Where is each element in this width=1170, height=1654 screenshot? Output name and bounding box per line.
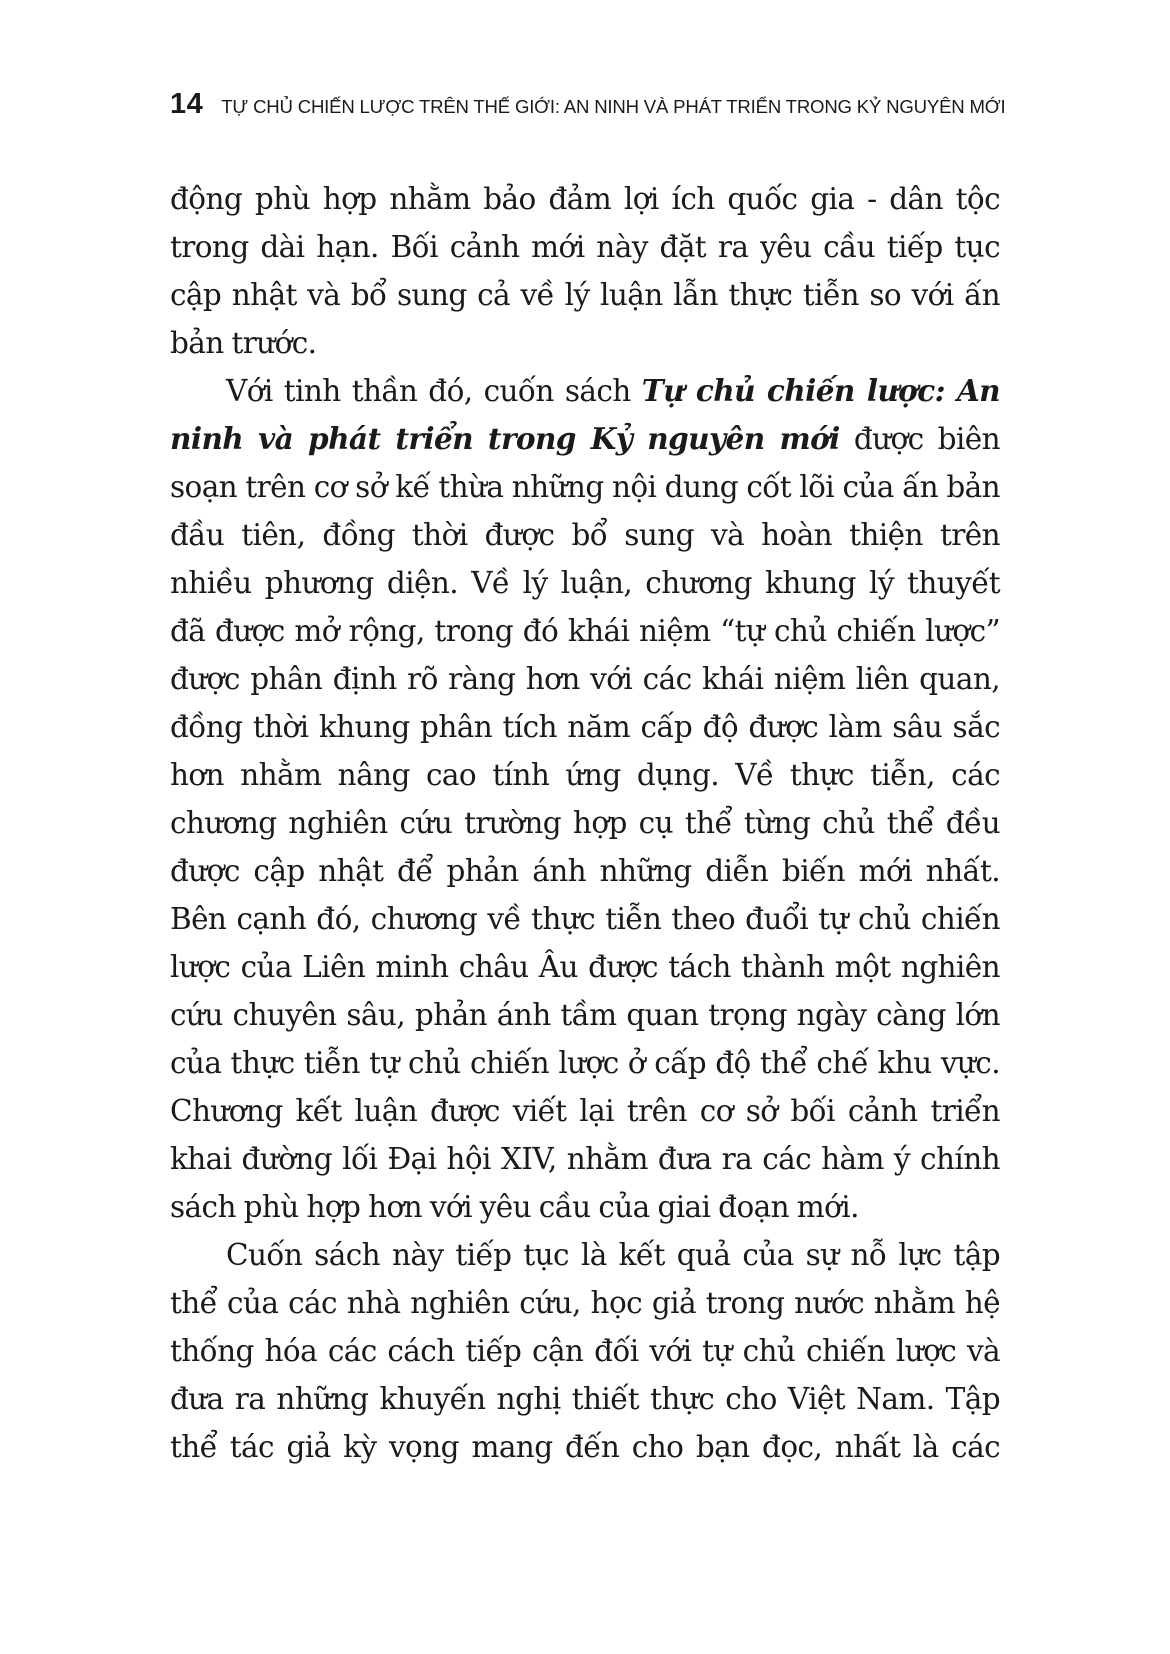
text-line: Bên cạnh đó, chương về thực tiễn theo đuổi tự chủ chiến bbox=[170, 902, 1000, 936]
book-title-part-1: Tự chủ chiến lược: An bbox=[641, 373, 1000, 408]
text-line: đưa ra những khuyến nghị thiết thực cho Việt Nam. Tập bbox=[170, 1382, 1000, 1416]
book-title-part-2: ninh và phát triển trong Kỷ nguyên mới bbox=[170, 421, 840, 456]
text-line: thể tác giả kỳ vọng mang đến cho bạn đọc, nhất là các bbox=[170, 1430, 1000, 1464]
text-line: cập nhật và bổ sung cả về lý luận lẫn thực tiễn so với ấn bbox=[170, 278, 1000, 312]
text-line: đã được mở rộng, trong đó khái niệm “tự chủ chiến lược” bbox=[170, 614, 1000, 648]
text-line: nhiều phương diện. Về lý luận, chương khung lý thuyết bbox=[170, 566, 1000, 600]
text-line: chương nghiên cứu trường hợp cụ thể từng chủ thể đều bbox=[170, 806, 1000, 840]
text-line: cứu chuyên sâu, phản ánh tầm quan trọng ngày càng lớn bbox=[170, 998, 1000, 1032]
text-line: được phân định rõ ràng hơn với các khái niệm liên quan, bbox=[170, 662, 1000, 696]
text-line: hơn nhằm nâng cao tính ứng dụng. Về thực tiễn, các bbox=[170, 758, 1000, 792]
text-line: Cuốn sách này tiếp tục là kết quả của sự nỗ lực tập bbox=[226, 1238, 1000, 1272]
text-line: đầu tiên, đồng thời được bổ sung và hoàn thiện trên bbox=[170, 518, 1000, 552]
text-line: bản trước. bbox=[170, 326, 317, 360]
running-header-title: TỰ CHỦ CHIẾN LƯỢC TRÊN THẾ GIỚI: AN NINH VÀ PHÁT TRIỂN TRONG KỶ NGUYÊN MỚI bbox=[221, 96, 1006, 117]
text-line: lược của Liên minh châu Âu được tách thành một nghiên bbox=[170, 950, 1000, 984]
paragraph-3 bbox=[170, 1231, 1000, 1471]
text-line: khai đường lối Đại hội XIV, nhằm đưa ra các hàm ý chính bbox=[170, 1142, 1000, 1176]
text-line bbox=[170, 415, 1000, 463]
paragraph-1 bbox=[170, 175, 1000, 367]
text-line: soạn trên cơ sở kế thừa những nội dung cốt lõi của ấn bản bbox=[170, 470, 1000, 504]
body-text bbox=[170, 175, 1000, 1471]
paragraph-2 bbox=[170, 367, 1000, 1231]
text-run: được biên bbox=[839, 422, 1000, 456]
text-line bbox=[170, 367, 1000, 415]
text-line: được cập nhật để phản ánh những diễn biến mới nhất. bbox=[170, 854, 1000, 888]
running-header bbox=[170, 88, 1030, 121]
text-line: của thực tiễn tự chủ chiến lược ở cấp độ thể chế khu vực. bbox=[170, 1046, 1000, 1080]
page-number: 14 bbox=[170, 88, 204, 120]
text-line: thể của các nhà nghiên cứu, học giả trong nước nhằm hệ bbox=[170, 1286, 1000, 1320]
text-line: sách phù hợp hơn với yêu cầu của giai đoạn mới. bbox=[170, 1190, 859, 1224]
text-line: đồng thời khung phân tích năm cấp độ được làm sâu sắc bbox=[170, 710, 1000, 744]
text-line: trong dài hạn. Bối cảnh mới này đặt ra yêu cầu tiếp tục bbox=[170, 230, 1000, 264]
text-line: động phù hợp nhằm bảo đảm lợi ích quốc gia - dân tộc bbox=[170, 182, 1000, 216]
text-line: thống hóa các cách tiếp cận đối với tự chủ chiến lược và bbox=[170, 1334, 1000, 1368]
text-line: Chương kết luận được viết lại trên cơ sở bối cảnh triển bbox=[170, 1094, 1000, 1128]
text-run: Với tinh thần đó, cuốn sách bbox=[226, 374, 642, 408]
